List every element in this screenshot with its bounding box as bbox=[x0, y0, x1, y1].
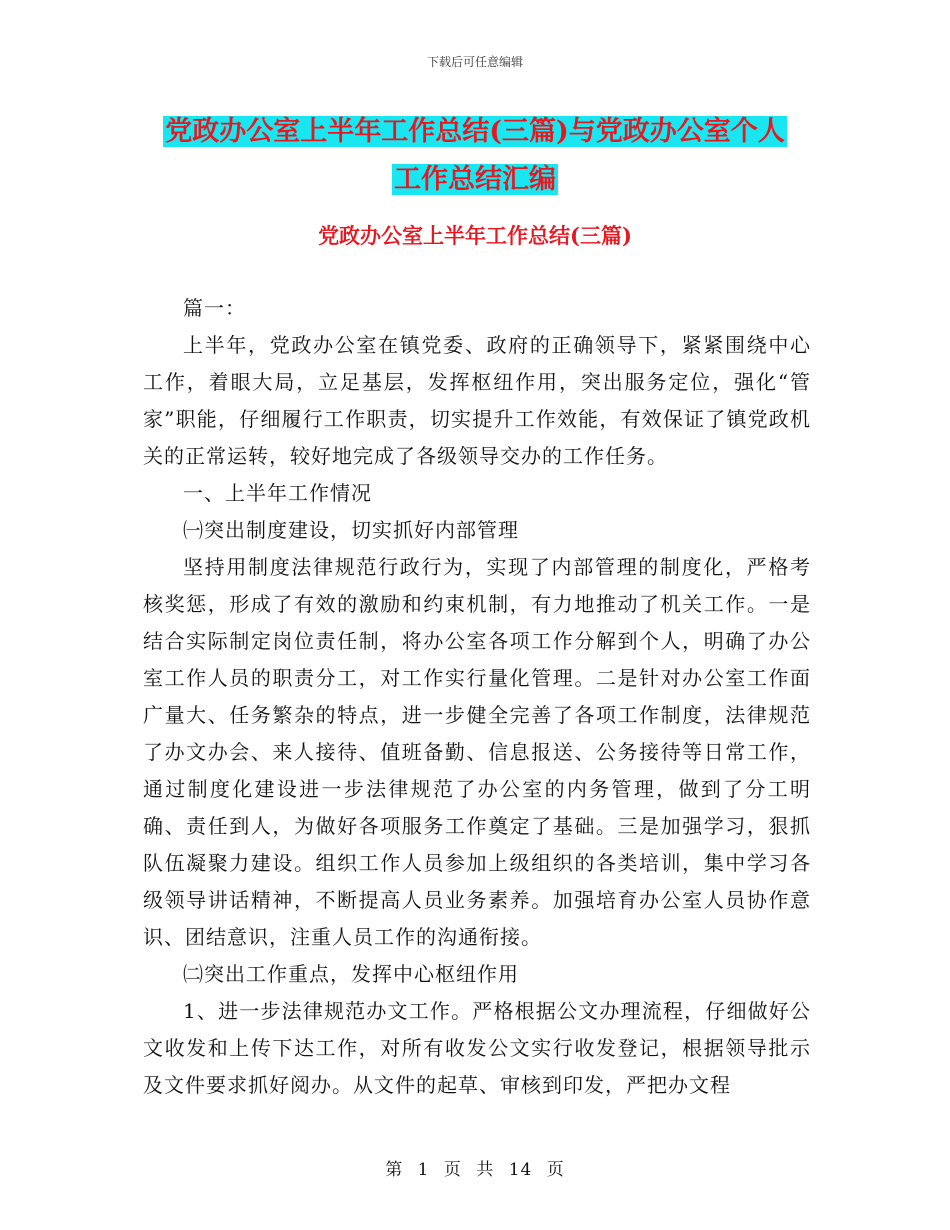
paragraph: 篇一： bbox=[183, 296, 246, 320]
header-note: 下载后可任意编辑 bbox=[426, 55, 523, 69]
footer-prefix: 第 bbox=[385, 1160, 404, 1180]
title-line-1: 党政办公室上半年工作总结(三篇)与党政办公室个人 bbox=[165, 116, 785, 147]
title-line-2: 工作总结汇编 bbox=[394, 164, 556, 195]
document-body bbox=[143, 290, 811, 1104]
paragraph: 1、进一步法律规范办文工作。严格根据公文办理流程，仔细做好公文收发和上传下达工作，对所有收发公文实行收发登记，根据领导批示及文件要求抓好阅办。从文件的起草、审核到印发，严把办文程 bbox=[143, 999, 811, 1097]
page-current: 1 bbox=[417, 1160, 430, 1180]
document-title bbox=[0, 108, 950, 204]
page-footer bbox=[0, 1155, 950, 1180]
paragraph: 上半年，党政办公室在镇党委、政府的正确领导下，紧紧围绕中心工作，着眼大局，立足基层，发挥枢纽作用，突出服务定位，强化“管家”职能，仔细履行工作职责，切实提升工作效能，有效保证了镇党政机关的正常运转，较好地完成了各级领导交办的工作任务。 bbox=[143, 333, 811, 468]
page-total: 14 bbox=[508, 1160, 533, 1180]
paragraph: 坚持用制度法律规范行政行为，实现了内部管理的制度化，严格考核奖惩，形成了有效的激励和约束机制，有力地推动了机关工作。一是结合实际制定岗位责任制，将办公室各项工作分解到个人，明确了办公室工作人员的职责分工，对工作实行量化管理。二是针对办公室工作面广量大、任务繁杂的特点，进一步健全完善了各项工作制度，法律规范了办文办会、来人接待、值班备勤、信息报送、公务接待等日常工作，通过制度化建设进一步法律规范了办公室的内务管理，做到了分工明确、责任到人，为做好各项服务工作奠定了基础。三是加强学习，狠抓队伍凝聚力建设。组织工作人员参加上级组织的各类培训，集中学习各级领导讲话精神，不断提高人员业务素养。加强培育办公室人员协作意识、团结意识，注重人员工作的沟通衔接。 bbox=[143, 555, 811, 949]
footer-page-word: 页 bbox=[443, 1160, 462, 1180]
section-title: 党政办公室上半年工作总结(三篇) bbox=[318, 223, 632, 248]
subsection-heading: ㈡突出工作重点，发挥中心枢纽作用 bbox=[183, 962, 519, 986]
section-heading: 一、上半年工作情况 bbox=[183, 481, 372, 505]
footer-suffix: 页 bbox=[546, 1160, 565, 1180]
subsection-heading: ㈠突出制度建设，切实抓好内部管理 bbox=[183, 518, 519, 542]
footer-total-word: 共 bbox=[476, 1160, 495, 1180]
